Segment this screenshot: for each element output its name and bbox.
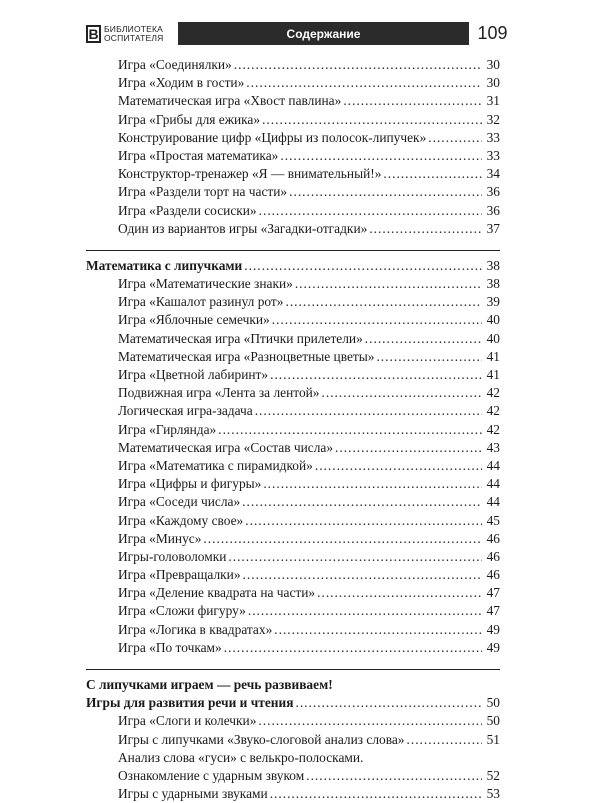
entry-page: 47 bbox=[486, 603, 500, 619]
toc-entry[interactable] bbox=[86, 129, 500, 147]
toc-entry[interactable] bbox=[86, 584, 500, 602]
logo-line1: БИБЛИОТЕКА bbox=[104, 23, 164, 34]
leader-dots bbox=[306, 767, 482, 785]
entry-title: Конструктор-тренажер «Я — внимательный!» bbox=[118, 166, 382, 182]
entry-title: Игра «Раздели торт на части» bbox=[118, 184, 288, 200]
entry-title: Игра «Яблочные семечки» bbox=[118, 312, 270, 328]
toc-entry[interactable] bbox=[86, 602, 500, 620]
leader-dots bbox=[322, 384, 483, 402]
leader-dots bbox=[262, 111, 482, 129]
entry-page: 42 bbox=[486, 385, 500, 401]
entry-page: 43 bbox=[486, 439, 500, 455]
leader-dots bbox=[203, 530, 482, 548]
entry-title: Игра «Ходим в гости» bbox=[118, 75, 245, 91]
toc-entry[interactable] bbox=[86, 74, 500, 92]
section-page: 50 bbox=[486, 695, 500, 711]
leader-dots bbox=[263, 475, 482, 493]
entry-page: 30 bbox=[486, 57, 500, 72]
toc-entry[interactable] bbox=[86, 111, 500, 129]
leader-dots bbox=[248, 602, 482, 620]
page-number: 109 bbox=[469, 22, 516, 45]
entry-title: Игра «Простая математика» bbox=[118, 147, 279, 163]
leader-dots bbox=[255, 402, 482, 420]
leader-dots bbox=[246, 74, 482, 92]
entry-title: Логическая игра-задача bbox=[118, 403, 253, 419]
entry-title: Математическая игра «Разноцветные цветы» bbox=[118, 348, 375, 364]
entry-page: 39 bbox=[486, 294, 500, 310]
toc-section-3 bbox=[86, 676, 500, 803]
entry-page: 52 bbox=[486, 767, 500, 783]
entry-page: 44 bbox=[486, 494, 500, 510]
toc-entry[interactable] bbox=[86, 548, 500, 566]
entry-title: Ознакомление с ударным звуком bbox=[118, 767, 305, 783]
entry-page: 53 bbox=[486, 786, 500, 802]
entry-title: Игры с липучками «Звуко-слоговой анализ слова» bbox=[118, 731, 405, 747]
toc-group-1 bbox=[86, 56, 500, 238]
toc-entry[interactable] bbox=[86, 202, 500, 220]
entry-title: Конструирование цифр «Цифры из полосок-липучек» bbox=[118, 129, 427, 145]
leader-dots bbox=[272, 311, 482, 329]
toc-entry[interactable] bbox=[86, 421, 500, 439]
toc-entry[interactable] bbox=[86, 475, 500, 493]
section-title: Игры для развития речи и чтения bbox=[86, 695, 294, 711]
toc-entry[interactable] bbox=[86, 530, 500, 548]
entry-page: 32 bbox=[486, 111, 500, 127]
entry-title: Игра «Грибы для ежика» bbox=[118, 111, 261, 127]
toc-entry[interactable] bbox=[86, 731, 500, 749]
section-title: Математика с липучками bbox=[86, 257, 243, 273]
entry-page: 42 bbox=[486, 421, 500, 437]
entry-title: Один из вариантов игры «Загадки-отгадки» bbox=[118, 220, 368, 236]
leader-dots bbox=[218, 421, 482, 439]
entry-title: Математическая игра «Хвост павлина» bbox=[118, 93, 342, 109]
toc-entry[interactable] bbox=[86, 366, 500, 384]
entry-title: Игра «Сложи фигуру» bbox=[118, 603, 246, 619]
entry-page: 31 bbox=[486, 93, 500, 109]
toc-entry[interactable] bbox=[86, 147, 500, 165]
entry-title: Математическая игра «Птички прилетели» bbox=[118, 330, 363, 346]
toc-entry[interactable] bbox=[86, 275, 500, 293]
toc-entry-line1[interactable]: Анализ слова «гуси» с велькро-полосками. bbox=[118, 749, 364, 765]
leader-dots bbox=[295, 694, 482, 712]
leader-dots bbox=[244, 257, 482, 275]
entry-page: 44 bbox=[486, 457, 500, 473]
section-title: Содержание bbox=[178, 22, 469, 45]
toc-entry[interactable] bbox=[86, 493, 500, 511]
entry-title: Игра «Деление квадрата на части» bbox=[118, 585, 316, 601]
leader-dots bbox=[428, 129, 482, 147]
toc-entry[interactable] bbox=[86, 293, 500, 311]
toc-entry[interactable] bbox=[86, 92, 500, 110]
entry-title: Подвижная игра «Лента за лентой» bbox=[118, 385, 320, 401]
toc-entry[interactable] bbox=[86, 330, 500, 348]
section-divider bbox=[86, 250, 500, 251]
toc-section-2 bbox=[86, 257, 500, 657]
entry-page: 45 bbox=[486, 512, 500, 528]
entry-page: 50 bbox=[486, 713, 500, 729]
entry-title: Игра «Цифры и фигуры» bbox=[118, 476, 262, 492]
entry-page: 44 bbox=[486, 476, 500, 492]
entry-page: 49 bbox=[486, 621, 500, 637]
entry-title: Игра «Минус» bbox=[118, 530, 202, 546]
entry-title: Игра «Гирлянда» bbox=[118, 421, 217, 437]
leader-dots bbox=[258, 712, 482, 730]
leader-dots bbox=[289, 183, 482, 201]
table-of-contents bbox=[86, 56, 500, 803]
entry-title: Игра «Раздели сосиски» bbox=[118, 202, 257, 218]
section-heading-line1[interactable]: С липучками играем — речь развиваем! bbox=[86, 677, 333, 692]
entry-title: Игра «Слоги и колечки» bbox=[118, 713, 257, 729]
entry-page: 30 bbox=[486, 75, 500, 91]
leader-dots bbox=[243, 566, 482, 584]
entry-page: 34 bbox=[486, 166, 500, 182]
entry-page: 37 bbox=[486, 220, 500, 236]
logo-line2: ОСПИТАТЕЛЯ bbox=[104, 32, 164, 43]
entry-page: 42 bbox=[486, 403, 500, 419]
leader-dots bbox=[242, 493, 482, 511]
toc-entry[interactable] bbox=[86, 56, 500, 74]
leader-dots bbox=[343, 92, 482, 110]
entry-title: Игра «По точкам» bbox=[118, 639, 222, 655]
section-heading[interactable] bbox=[86, 694, 500, 712]
entry-title: Игры с ударными звуками bbox=[118, 786, 268, 802]
toc-entry[interactable] bbox=[86, 512, 500, 530]
entry-page: 46 bbox=[486, 548, 500, 564]
leader-dots bbox=[317, 584, 482, 602]
toc-entry[interactable] bbox=[86, 639, 500, 657]
entry-page: 46 bbox=[486, 567, 500, 583]
leader-dots bbox=[270, 366, 482, 384]
entry-page: 41 bbox=[486, 348, 500, 364]
entry-title: Игра «Соединялки» bbox=[118, 57, 232, 72]
entry-page: 33 bbox=[486, 129, 500, 145]
toc-entry[interactable] bbox=[86, 457, 500, 475]
entry-page: 33 bbox=[486, 147, 500, 163]
entry-title: Игра «Математика с пирамидкой» bbox=[118, 457, 313, 473]
leader-dots bbox=[245, 512, 482, 530]
entry-title: Игра «Кашалот разинул рот» bbox=[118, 294, 284, 310]
leader-dots bbox=[259, 202, 482, 220]
leader-dots bbox=[270, 785, 482, 803]
leader-dots bbox=[407, 731, 483, 749]
leader-dots bbox=[335, 439, 482, 457]
toc-entry[interactable] bbox=[86, 348, 500, 366]
leader-dots bbox=[315, 457, 482, 475]
entry-page: 36 bbox=[486, 184, 500, 200]
entry-title: Игра «Соседи числа» bbox=[118, 494, 241, 510]
leader-dots bbox=[274, 621, 482, 639]
entry-title: Игра «Каждому свое» bbox=[118, 512, 244, 528]
toc-entry[interactable] bbox=[86, 439, 500, 457]
toc-entry[interactable] bbox=[86, 566, 500, 584]
entry-title: Математическая игра «Состав числа» bbox=[118, 439, 334, 455]
leader-dots bbox=[285, 293, 482, 311]
toc-entry[interactable] bbox=[86, 165, 500, 183]
logo-letter: B bbox=[86, 25, 101, 43]
entry-page: 46 bbox=[486, 530, 500, 546]
toc-entry[interactable] bbox=[86, 220, 500, 238]
leader-dots bbox=[383, 165, 482, 183]
entry-page: 51 bbox=[486, 731, 500, 747]
entry-page: 40 bbox=[486, 330, 500, 346]
toc-entry[interactable] bbox=[86, 384, 500, 402]
entry-page: 40 bbox=[486, 312, 500, 328]
logo-text bbox=[104, 25, 163, 43]
toc-entry[interactable] bbox=[86, 767, 500, 785]
entry-page: 38 bbox=[486, 276, 500, 292]
running-header bbox=[86, 22, 516, 45]
entry-title: Игра «Превращалки» bbox=[118, 567, 241, 583]
entry-page: 49 bbox=[486, 639, 500, 655]
toc-entry[interactable] bbox=[86, 402, 500, 420]
toc-entry[interactable] bbox=[86, 621, 500, 639]
leader-dots bbox=[376, 348, 482, 366]
leader-dots bbox=[295, 275, 482, 293]
leader-dots bbox=[234, 56, 482, 74]
entry-title: Игра «Логика в квадратах» bbox=[118, 621, 273, 637]
toc-entry[interactable] bbox=[86, 311, 500, 329]
entry-page: 41 bbox=[486, 367, 500, 382]
leader-dots bbox=[280, 147, 482, 165]
entry-page: 36 bbox=[486, 202, 500, 218]
section-page: 38 bbox=[486, 257, 500, 273]
entry-title: Игры-головоломки bbox=[118, 548, 227, 564]
leader-dots bbox=[369, 220, 482, 238]
leader-dots bbox=[365, 330, 482, 348]
section-divider bbox=[86, 669, 500, 670]
toc-entry[interactable] bbox=[86, 183, 500, 201]
entry-title: Игра «Математические знаки» bbox=[118, 276, 293, 292]
section-heading[interactable] bbox=[86, 257, 500, 275]
leader-dots bbox=[228, 548, 482, 566]
entry-page: 47 bbox=[486, 585, 500, 601]
series-logo bbox=[86, 22, 174, 45]
entry-title: Игра «Цветной лабиринт» bbox=[118, 367, 269, 382]
toc-entry[interactable] bbox=[86, 712, 500, 730]
toc-entry[interactable] bbox=[86, 785, 500, 803]
leader-dots bbox=[224, 639, 482, 657]
